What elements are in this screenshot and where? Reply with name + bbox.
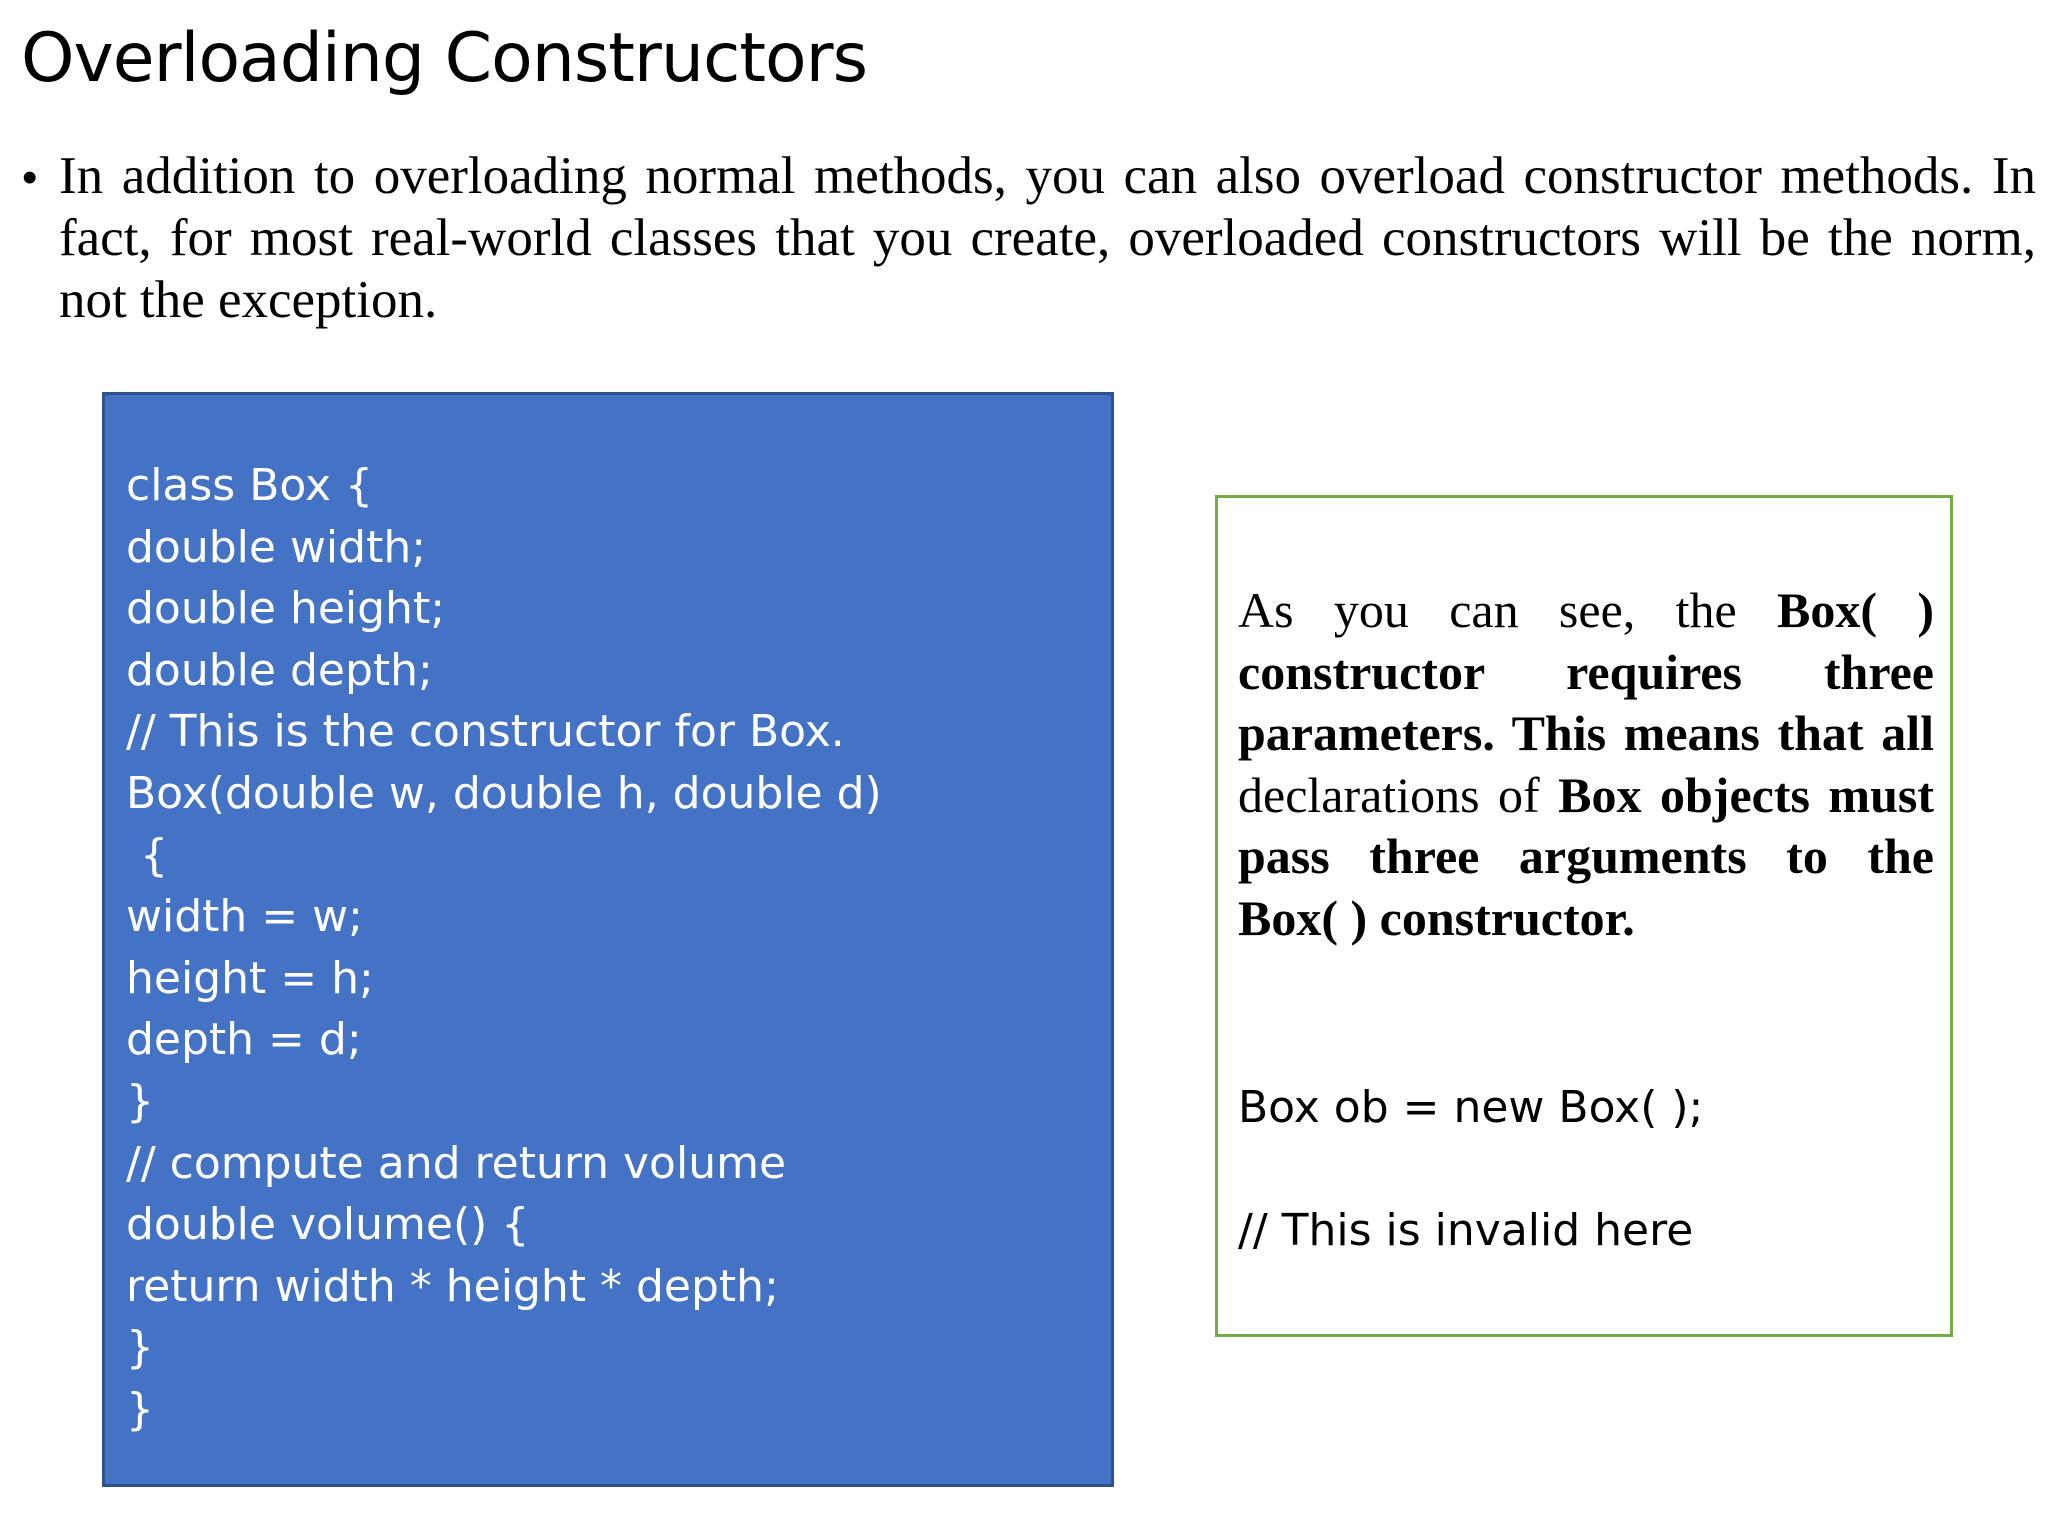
slide-title: Overloading Constructors (21, 19, 868, 98)
code-line: } (126, 1383, 154, 1435)
note-code-example: Box ob = new Box( ); (1238, 1082, 1704, 1133)
note-code-comment: // This is invalid here (1238, 1205, 1694, 1256)
note-paragraph (1238, 580, 1934, 949)
bullet-dot-icon: • (22, 153, 38, 202)
code-line: height = h; (126, 952, 374, 1004)
note-text: declarations of (1238, 766, 1559, 823)
note-box (1215, 495, 1953, 1337)
bullet-item (16, 145, 2036, 331)
code-line: width = w; (126, 891, 363, 943)
code-line: double depth; (126, 644, 433, 696)
code-listing (126, 455, 882, 1441)
code-line: // This is the constructor for Box. (126, 706, 845, 758)
code-line: Box(double w, double h, double d) (126, 767, 882, 819)
note-text-bold: Box( ) constructor requires three parameters. This means that all (1238, 582, 1934, 761)
note-text: As you can see, the (1238, 582, 1778, 638)
code-line: // compute and return volume (126, 1137, 787, 1189)
code-line: depth = d; (126, 1014, 362, 1066)
code-line: { (126, 829, 168, 881)
code-line: double width; (126, 521, 427, 573)
code-line: return width * height * depth; (126, 1260, 779, 1312)
code-line: double volume() { (126, 1199, 530, 1251)
bullet-text: In addition to overloading normal methods, you can also overload constructor methods. In fact, for most real-world classes that you create, overloaded constructors will be the norm, not the exception. (59, 147, 2036, 329)
code-line: } (126, 1322, 154, 1374)
code-line: class Box { (126, 460, 373, 511)
code-line: double height; (126, 583, 446, 635)
code-line: } (126, 1075, 154, 1127)
code-box (102, 392, 1114, 1487)
note-text-bold: Box objects must pass three arguments to the Box( ) constructor. (1238, 766, 1934, 946)
